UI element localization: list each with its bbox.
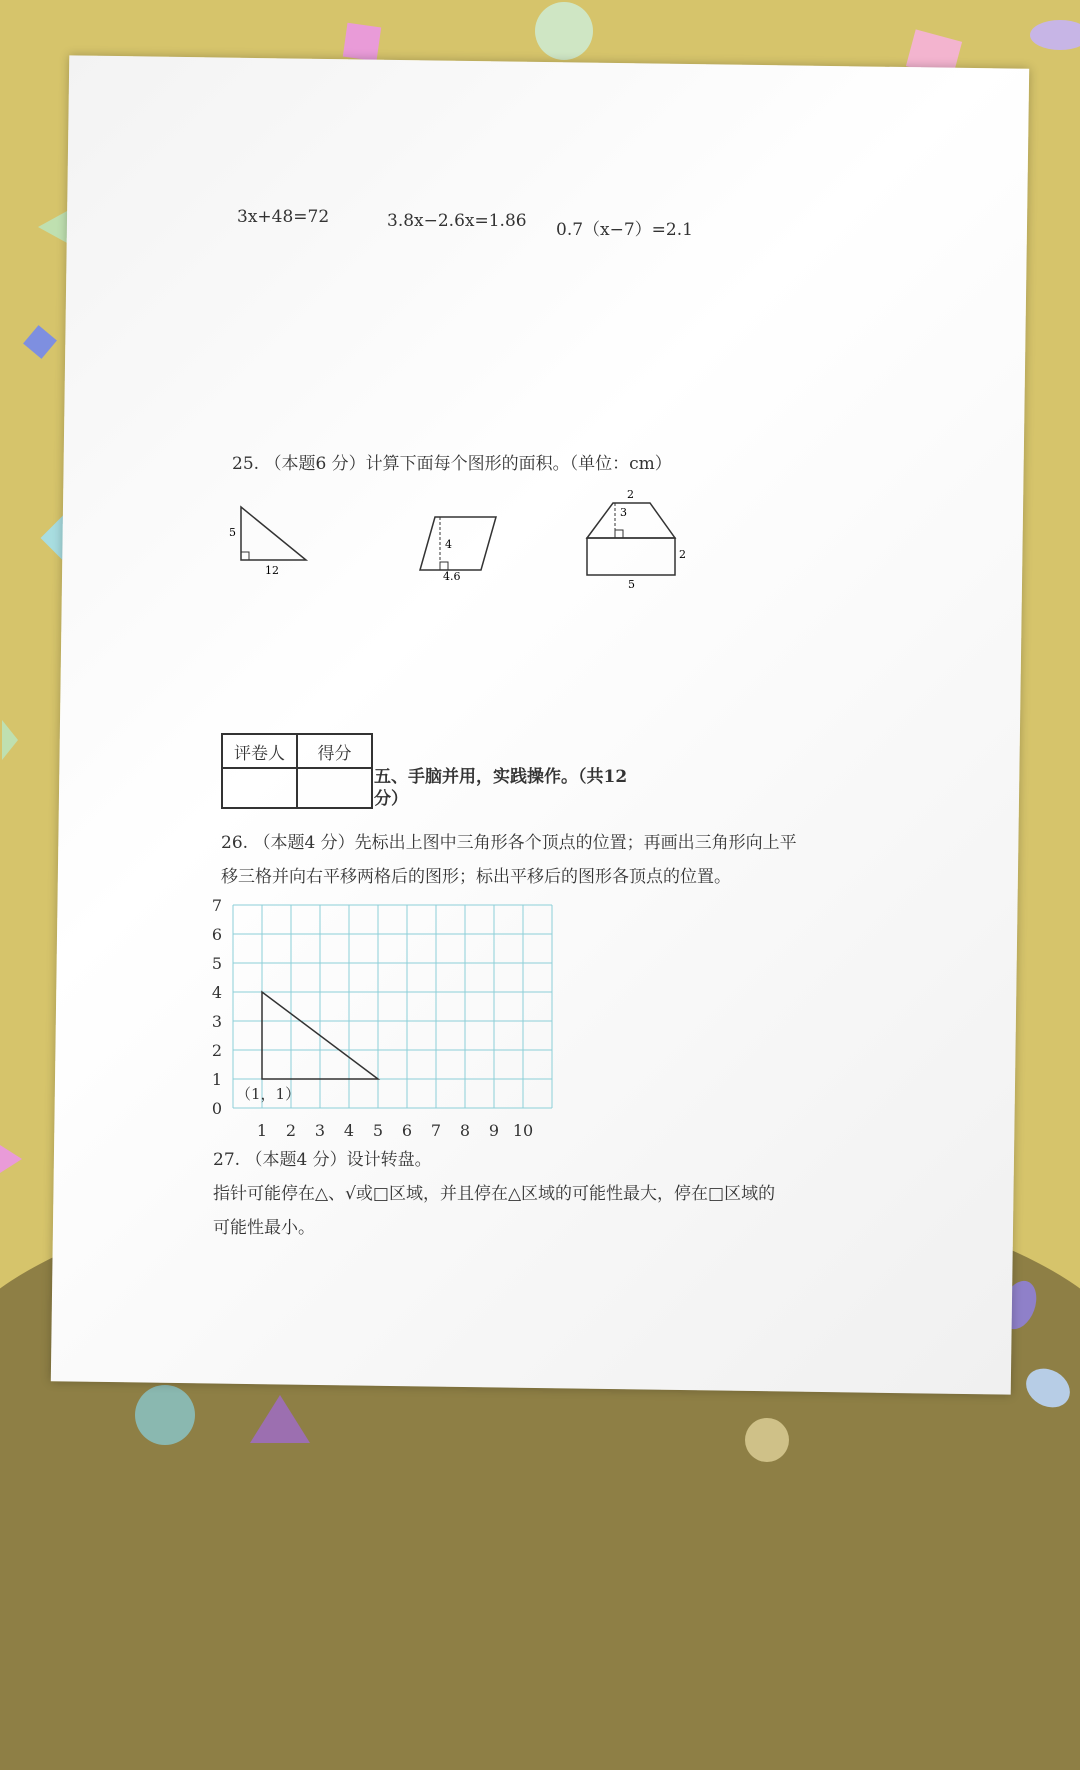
- section-5-title-line1: 五、手脑并用，实践操作。（共12: [374, 767, 628, 787]
- y-axis-label: 0: [211, 1099, 223, 1118]
- trapezoid-figure: [587, 503, 675, 538]
- confetti-triangle: [2, 720, 18, 760]
- y-axis-label: 5: [211, 954, 223, 973]
- y-axis-label: 3: [211, 1012, 223, 1031]
- confetti-circle: [745, 1418, 789, 1462]
- question-27-line1: 27. （本题4 分）设计转盘。: [213, 1150, 432, 1170]
- q25-figures: [215, 480, 715, 600]
- x-axis-label: 8: [459, 1121, 471, 1140]
- composite-rect-height-label: 2: [679, 548, 686, 561]
- x-axis-label: 6: [401, 1121, 413, 1140]
- x-axis-label: 7: [430, 1121, 442, 1140]
- coordinate-grid: [205, 895, 575, 1145]
- confetti-square: [343, 23, 381, 61]
- equation-2: 3.8x−2.6x=1.86: [387, 211, 527, 231]
- confetti-circle: [135, 1385, 195, 1445]
- x-axis-label: 4: [343, 1121, 355, 1140]
- confetti-circle: [535, 2, 593, 60]
- x-axis-label: 10: [512, 1121, 534, 1140]
- right-angle-mark: [615, 530, 623, 538]
- equation-1: 3x+48=72: [237, 207, 330, 227]
- y-axis-label: 6: [211, 925, 223, 944]
- parallelogram-base-label: 4.6: [443, 570, 461, 583]
- score-table: [221, 733, 373, 809]
- triangle-base-label: 12: [265, 564, 279, 577]
- composite-trap-height-label: 3: [620, 506, 627, 519]
- confetti-oval: [1030, 20, 1080, 50]
- x-axis-label: 2: [285, 1121, 297, 1140]
- x-axis-label: 5: [372, 1121, 384, 1140]
- vertex-label: （1，1）: [236, 1085, 301, 1103]
- question-25-text: 25. （本题6 分）计算下面每个图形的面积。（单位：cm）: [232, 454, 672, 474]
- question-26-text: [221, 826, 797, 894]
- parallelogram-figure: [420, 517, 496, 570]
- score-table-header-grader: 评卷人: [222, 734, 297, 768]
- question-27-line3: 可能性最小。: [213, 1218, 315, 1238]
- y-axis-label: 1: [211, 1070, 223, 1089]
- confetti-square: [23, 325, 57, 359]
- question-26-line1: 26. （本题4 分）先标出上图中三角形各个顶点的位置；再画出三角形向上平: [221, 833, 797, 853]
- score-table-header-score: 得分: [297, 734, 372, 768]
- x-axis-label: 1: [256, 1121, 268, 1140]
- x-axis-label: 9: [488, 1121, 500, 1140]
- composite-bottom-label: 5: [628, 578, 635, 591]
- right-angle-mark: [241, 552, 249, 560]
- equation-3: 0.7（x−7）=2.1: [556, 220, 693, 240]
- score-table-cell-grader[interactable]: [222, 768, 297, 808]
- composite-top-label: 2: [627, 488, 634, 501]
- question-27-line2: 指针可能停在△、√或□区域，并且停在△区域的可能性最大，停在□区域的: [213, 1184, 776, 1204]
- right-angle-mark: [440, 562, 448, 570]
- triangle-figure: [241, 507, 306, 560]
- question-26-line2: 移三格并向右平移两格后的图形；标出平移后的图形各顶点的位置。: [221, 867, 731, 887]
- question-27-text: [213, 1143, 775, 1245]
- confetti-triangle: [0, 1145, 22, 1173]
- x-axis-label: 3: [314, 1121, 326, 1140]
- score-table-cell-score[interactable]: [297, 768, 372, 808]
- triangle-height-label: 5: [229, 526, 236, 539]
- section-5-title-line2: 分）: [374, 789, 408, 809]
- y-axis-label: 4: [211, 983, 223, 1002]
- section-5-title: [374, 766, 627, 810]
- y-axis-label: 2: [211, 1041, 223, 1060]
- rectangle-figure: [587, 538, 675, 575]
- confetti-triangle: [250, 1395, 310, 1443]
- parallelogram-height-label: 4: [445, 538, 452, 551]
- y-axis-label: 7: [211, 896, 223, 915]
